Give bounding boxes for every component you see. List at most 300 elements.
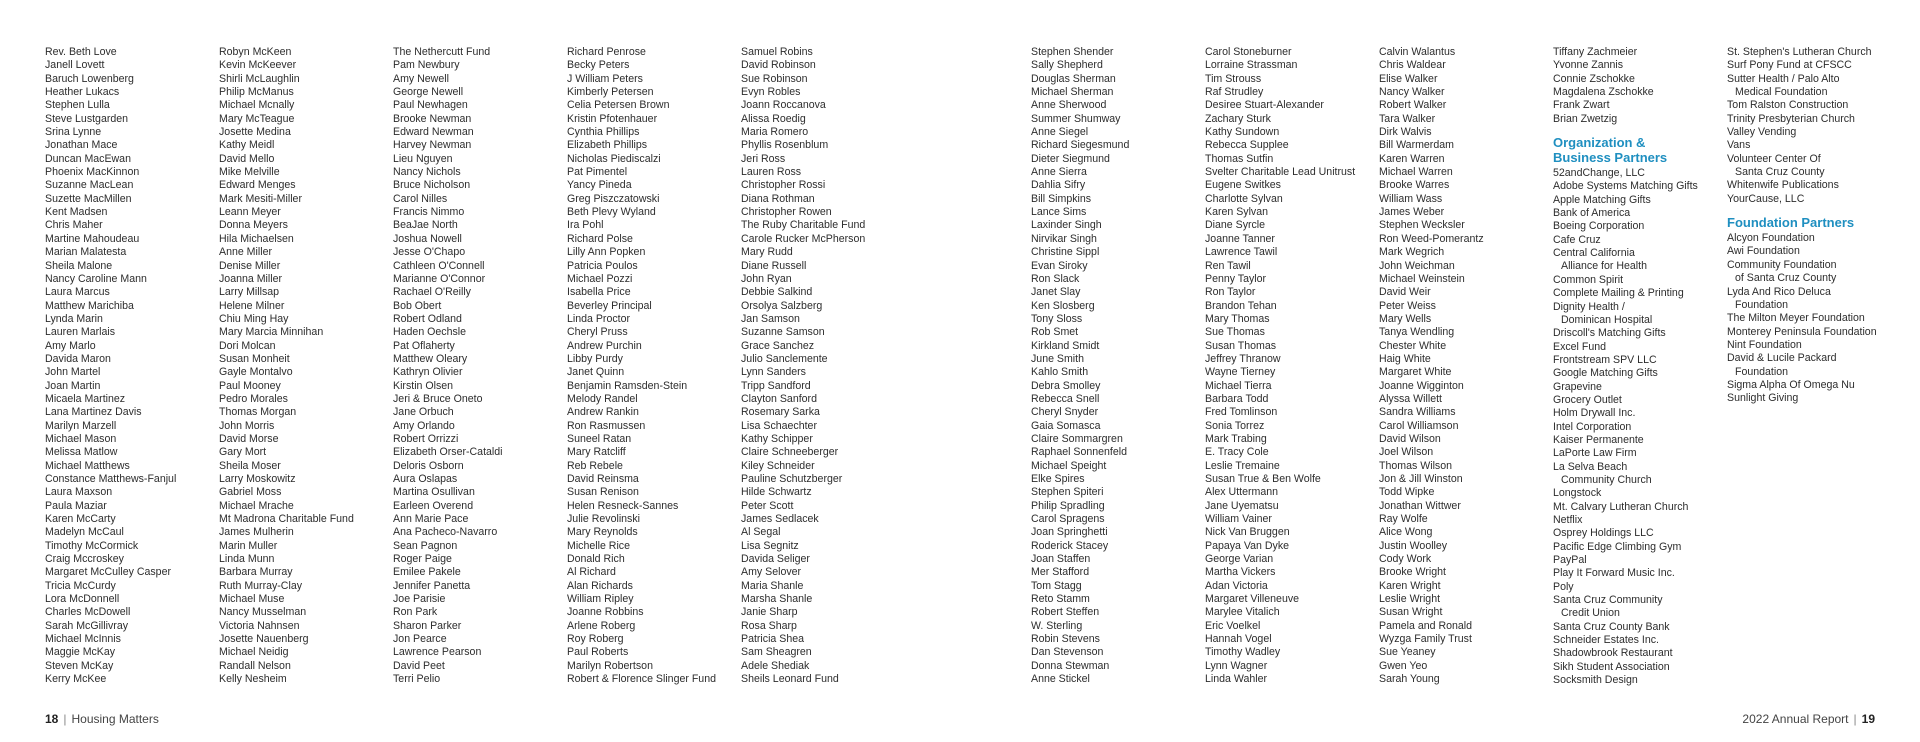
donor-name: Dominican Hospital — [1561, 313, 1653, 326]
donor-name: Sue Yeaney — [1379, 646, 1436, 659]
heading-line: Business Partners — [1553, 150, 1668, 166]
donor-name: Ann Marie Pace — [393, 513, 469, 526]
donor-name: Deloris Osborn — [393, 459, 464, 472]
donor-name: Nirvikar Singh — [1031, 232, 1097, 245]
donor-name: Tim Strouss — [1205, 72, 1262, 85]
donor-name: Brooke Warres — [1379, 179, 1450, 192]
donor-name: Andrew Purchin — [567, 339, 642, 352]
donor-name: Paula Maziar — [45, 499, 107, 512]
donor-name: Paul Newhagen — [393, 99, 468, 112]
donor-name: Celia Petersen Brown — [567, 99, 670, 112]
donor-name: Amy Marlo — [45, 339, 96, 352]
donor-name: Community Foundation — [1727, 258, 1837, 271]
donor-name: Eugene Switkes — [1205, 179, 1281, 192]
donor-name: Elke Spires — [1031, 473, 1085, 485]
donor-name: Carol Williamson — [1379, 419, 1459, 432]
donor-name: David Morse — [219, 432, 279, 445]
donor-name: Santa Cruz Community — [1553, 594, 1663, 607]
donor-name: Marianne O'Connor — [393, 272, 486, 285]
donor-name: Douglas Sherman — [1031, 72, 1116, 85]
donor-name: Diana Rothman — [741, 192, 815, 205]
donor-name: Beverley Principal — [567, 299, 652, 312]
donor-name: Chester White — [1379, 339, 1447, 352]
donor-name: Ken Slosberg — [1031, 299, 1095, 312]
donor-name: Gabriel Moss — [219, 486, 282, 499]
donor-name: Thomas Sutfin — [1205, 152, 1274, 165]
donor-name: Samuel Robins — [741, 46, 813, 58]
donor-name: Marylee Vitalich — [1205, 606, 1280, 619]
donor-name: Martine Mahoudeau — [45, 232, 140, 245]
donor-name: Sharon Parker — [393, 619, 462, 632]
donor-name: Calvin Walantus — [1379, 46, 1456, 58]
donor-name: Charles McDowell — [45, 606, 131, 619]
donor-name: Denise Miller — [219, 259, 281, 272]
donor-name: Whitenwife Publications — [1727, 179, 1839, 192]
donor-name: Martina Osullivan — [393, 486, 475, 499]
donor-name: Lieu Nguyen — [393, 152, 453, 165]
donor-name: Lynn Wagner — [1205, 659, 1268, 672]
donor-name: Nancy Walker — [1379, 86, 1445, 99]
donor-name: Marilyn Robertson — [567, 659, 653, 672]
donor-name: Hilde Schwartz — [741, 486, 812, 499]
donor-name: Lawrence Tawil — [1205, 246, 1278, 259]
donor-name: Terri Pelio — [393, 673, 441, 686]
donor-name: Laxinder Singh — [1031, 219, 1102, 232]
donor-name: Kerry McKee — [45, 673, 107, 686]
donor-name: Sutter Health / Palo Alto — [1727, 72, 1840, 85]
donor-name: Andrew Rankin — [567, 406, 639, 419]
donor-name: Orsolya Salzberg — [741, 299, 823, 312]
donor-name: Linda Proctor — [567, 312, 631, 325]
donor-name: Robert Steffen — [1031, 606, 1100, 619]
donor-name: Claire Schneeberger — [741, 446, 839, 459]
donor-name: Mary Wells — [1379, 312, 1432, 325]
donor-name: Sonia Torrez — [1205, 419, 1265, 432]
donor-name: Al Segal — [741, 526, 781, 539]
donor-name: Grace Sanchez — [741, 339, 815, 352]
donor-name: Rosemary Sarka — [741, 406, 820, 419]
donor-name: Nancy Musselman — [219, 606, 307, 619]
donor-name: Mary Rudd — [741, 246, 793, 259]
donor-name: James Mulherin — [219, 526, 294, 539]
donor-name: David Reinsma — [567, 473, 639, 485]
donor-name: Harvey Newman — [393, 139, 472, 152]
donor-name: Summer Shumway — [1031, 112, 1121, 125]
donor-name: Common Spirit — [1553, 273, 1624, 286]
donor-name: Lynda Marin — [45, 312, 103, 325]
donor-name: Suneel Ratan — [567, 432, 632, 445]
donor-name: Cafe Cruz — [1553, 233, 1601, 246]
donor-name: Wyzga Family Trust — [1379, 633, 1472, 646]
donor-name: Penny Taylor — [1205, 272, 1267, 285]
donor-name: Marilyn Marzell — [45, 419, 117, 432]
donor-name: Ron Weed-Pomerantz — [1379, 232, 1484, 245]
donor-name: Cynthia Phillips — [567, 126, 640, 139]
donor-name: Al Richard — [567, 566, 616, 579]
donor-name: Elizabeth Orser-Cataldi — [393, 446, 503, 459]
donor-name: Leann Meyer — [219, 206, 281, 219]
donor-name: Amy Selover — [741, 566, 802, 579]
donor-name: John Morris — [219, 419, 275, 432]
donor-name: Laura Maxson — [45, 486, 113, 499]
donor-name: J William Peters — [567, 72, 643, 85]
donor-name: Roderick Stacey — [1031, 539, 1109, 552]
donor-name: William Vainer — [1205, 513, 1272, 526]
donor-name: Patricia Shea — [741, 633, 805, 646]
donor-name: Mark Mesiti-Miller — [219, 192, 302, 205]
donor-name: Mary Ratcliff — [567, 446, 626, 459]
donor-name: Jane Uyematsu — [1205, 499, 1279, 512]
donor-name: Shirli McLaughlin — [219, 72, 300, 85]
donor-name: Schneider Estates Inc. — [1553, 634, 1659, 647]
donor-name: Melissa Matlow — [45, 446, 118, 459]
donor-name: Longstock — [1553, 487, 1602, 500]
donor-name: Joanne Robbins — [567, 606, 644, 619]
donor-name: Chiu Ming Hay — [219, 312, 289, 325]
donor-name: Libby Purdy — [567, 352, 623, 365]
donor-name: Janie Sharp — [741, 606, 798, 619]
donor-name: Edward Newman — [393, 126, 474, 139]
donor-name: Phoenix MacKinnon — [45, 166, 140, 179]
donor-name: Zachary Sturk — [1205, 112, 1271, 125]
donor-name: Lana Martinez Davis — [45, 406, 142, 419]
donor-name: Magdalena Zschokke — [1553, 86, 1654, 99]
donor-name: Complete Mailing & Printing — [1553, 287, 1684, 300]
donor-name: Patricia Poulos — [567, 259, 638, 272]
donor-name: Davida Seliger — [741, 553, 810, 566]
donor-name: Stephen Wecksler — [1379, 219, 1465, 232]
donor-name: Ira Pohl — [567, 219, 604, 232]
donor-name: Boeing Corporation — [1553, 220, 1645, 233]
donor-column — [1379, 46, 1551, 687]
donor-name: Margaret McCulley Casper — [45, 566, 171, 579]
donor-name: Jesse O'Chapo — [393, 246, 466, 259]
donor-name: Yancy Pineda — [567, 179, 632, 192]
donor-name: Michael Sherman — [1031, 86, 1114, 99]
donor-name: Maria Romero — [741, 126, 809, 139]
donor-name: Paul Mooney — [219, 379, 281, 392]
donor-name: Kathryn Olivier — [393, 366, 463, 379]
donor-name: Janell Lovett — [45, 59, 105, 72]
business-partner-list-continued — [1727, 46, 1899, 206]
donor-name: Tony Sloss — [1031, 312, 1083, 325]
donor-name: Hannah Vogel — [1205, 633, 1272, 646]
donor-name: Central California — [1553, 247, 1635, 260]
donor-name: Bruce Nicholson — [393, 179, 471, 192]
donor-name: Susan Renison — [567, 486, 639, 499]
donor-name: John Weichman — [1379, 259, 1455, 272]
organization-partner-list — [1553, 167, 1725, 687]
donor-name: Karen Warren — [1379, 152, 1445, 165]
donor-name: Matthew Oleary — [393, 352, 468, 365]
donor-name: Raphael Sonnenfeld — [1031, 446, 1128, 459]
donor-name: Cheryl Snyder — [1031, 406, 1099, 419]
donor-name: Madelyn McCaul — [45, 526, 124, 539]
donor-name: Cathleen O'Connell — [393, 259, 485, 272]
donor-name: Raf Strudley — [1205, 86, 1264, 99]
donor-name: Peter Weiss — [1379, 299, 1436, 312]
donor-name: Grapevine — [1553, 380, 1602, 393]
donor-name: Ray Wolfe — [1379, 513, 1428, 526]
donor-name: Mary McTeague — [219, 112, 295, 125]
donor-name: Benjamin Ramsden-Stein — [567, 379, 688, 392]
donor-name: Philip Spradling — [1031, 499, 1105, 512]
donor-name: Arlene Roberg — [567, 619, 636, 632]
donor-name: Michael Muse — [219, 593, 285, 606]
donor-name: Phyllis Rosenblum — [741, 139, 829, 152]
donor-name: Excel Fund — [1553, 340, 1606, 353]
donor-name: Gary Mort — [219, 446, 267, 459]
donor-name: Gayle Montalvo — [219, 366, 293, 379]
donor-name: Michael Tierra — [1205, 379, 1272, 392]
donor-name: Brooke Wright — [1379, 566, 1446, 579]
report-title: 2022 Annual Report — [1742, 712, 1849, 726]
donor-name: Timothy McCormick — [45, 539, 139, 552]
donor-name: Julie Revolinski — [567, 513, 641, 526]
donor-name: Dahlia Sifry — [1031, 179, 1086, 192]
donor-name: Thomas Wilson — [1379, 459, 1452, 472]
donor-name: Linda Wahler — [1205, 673, 1268, 686]
donor-name: Mt Madrona Charitable Fund — [219, 513, 354, 526]
donor-name: Ren Tawil — [1205, 259, 1251, 272]
donor-name: Susan Monheit — [219, 352, 290, 365]
donor-name: Julio Sanclemente — [741, 352, 828, 365]
donor-name: Pam Newbury — [393, 59, 460, 72]
donor-name: Margaret Villeneuve — [1205, 593, 1300, 606]
donor-name: Lance Sims — [1031, 206, 1087, 219]
donor-name: Jeri Ross — [741, 152, 786, 165]
donor-name: Tom Stagg — [1031, 579, 1082, 592]
donor-name: Amy Newell — [393, 72, 449, 85]
donor-name: Pat Pimentel — [567, 166, 628, 179]
individual-donor-list — [1553, 46, 1725, 126]
donor-name: Ron Taylor — [1205, 286, 1256, 299]
donor-name: William Wass — [1379, 192, 1443, 205]
donor-name: Lisa Segnitz — [741, 539, 799, 552]
donor-name: Lisa Schaechter — [741, 419, 817, 432]
donor-name: Leslie Wright — [1379, 593, 1441, 606]
donor-name: Carol Stoneburner — [1205, 46, 1292, 58]
donor-name: Holm Drywall Inc. — [1553, 407, 1636, 420]
donor-name: Frank Zwart — [1553, 99, 1610, 112]
donor-name: Kent Madsen — [45, 206, 108, 219]
donor-name: Robert Walker — [1379, 99, 1447, 112]
donor-name: Pamela and Ronald — [1379, 619, 1473, 632]
donor-name: Tripp Sandford — [741, 379, 811, 392]
donor-name: Isabella Price — [567, 286, 631, 299]
donor-name: Alissa Roedig — [741, 112, 806, 125]
donor-name: Desiree Stuart-Alexander — [1205, 99, 1324, 112]
donor-name: Victoria Nahnsen — [219, 619, 300, 632]
donor-name: David Wilson — [1379, 432, 1441, 445]
donor-name: Mer Stafford — [1031, 566, 1090, 579]
donor-name: Carol Nilles — [393, 192, 448, 205]
donor-name: Jeffrey Thranow — [1205, 352, 1281, 365]
donor-name: Baruch Lowenberg — [45, 72, 134, 85]
donor-name: Stephen Lulla — [45, 99, 110, 112]
donor-name: Roy Roberg — [567, 633, 624, 646]
donor-name: Susan Wright — [1379, 606, 1443, 619]
donor-name: Lyda And Rico Deluca — [1727, 285, 1831, 298]
donor-name: Christine Sippl — [1031, 246, 1100, 259]
footer-right — [1742, 712, 1875, 726]
donor-name: Wayne Tierney — [1205, 366, 1276, 379]
donor-name: Apple Matching Gifts — [1553, 193, 1651, 206]
donor-name: Becky Peters — [567, 59, 630, 72]
donor-name: Davida Maron — [45, 352, 111, 365]
donor-name: Jon Pearce — [393, 633, 447, 646]
donor-name: Sarah Young — [1379, 673, 1440, 686]
donor-name: Hila Michaelsen — [219, 232, 294, 245]
donor-name: Robert Odland — [393, 312, 462, 325]
donor-name: Frontstream SPV LLC — [1553, 353, 1657, 366]
donor-name: Kirstin Olsen — [393, 379, 454, 392]
donor-name: Tiffany Zachmeier — [1553, 46, 1638, 58]
donor-name: Josette Nauenberg — [219, 633, 309, 646]
donor-name: Constance Matthews-Fanjul — [45, 473, 177, 485]
donor-name: Alyssa Willett — [1379, 392, 1442, 405]
donor-name: David Robinson — [741, 59, 816, 72]
donor-name: The Milton Meyer Foundation — [1727, 312, 1865, 325]
publication-title: Housing Matters — [71, 712, 159, 726]
donor-name: Timothy Wadley — [1205, 646, 1281, 659]
donor-name: Ron Park — [393, 606, 438, 619]
donor-name: Robert Orrizzi — [393, 432, 459, 445]
donor-name: Svelter Charitable Lead Unitrust — [1205, 166, 1356, 179]
donor-column — [45, 46, 217, 687]
donor-name: W. Sterling — [1031, 619, 1083, 632]
donor-name: Dieter Siegmund — [1031, 152, 1110, 165]
donor-name: Nancy Nichols — [393, 166, 461, 179]
donor-name: Ana Pacheco-Navarro — [393, 526, 498, 539]
donor-name: Michael McInnis — [45, 633, 121, 646]
donor-name: LaPorte Law Firm — [1553, 447, 1637, 460]
donor-name: Sigma Alpha Of Omega Nu — [1727, 378, 1855, 391]
donor-name: Rebecca Supplee — [1205, 139, 1289, 152]
donor-name: Greg Piszczatowski — [567, 192, 660, 205]
donor-name: Francis Nimmo — [393, 206, 465, 219]
donor-name: Bank of America — [1553, 207, 1631, 220]
donor-name: Google Matching Gifts — [1553, 367, 1658, 380]
donor-name: Melody Randel — [567, 392, 638, 405]
donor-name: Christopher Rowen — [741, 206, 832, 219]
donor-name: Steven McKay — [45, 659, 114, 672]
donor-name: Barbara Murray — [219, 566, 293, 579]
donor-name: Tara Walker — [1379, 112, 1436, 125]
donor-name: Charlotte Sylvan — [1205, 192, 1283, 205]
donor-name: Alex Uttermann — [1205, 486, 1279, 499]
donor-name: Jan Samson — [741, 312, 800, 325]
donor-name: Driscoll's Matching Gifts — [1553, 327, 1666, 340]
donor-column — [219, 46, 391, 687]
donor-name: of Santa Cruz County — [1735, 272, 1837, 285]
donor-name: Joshua Nowell — [393, 232, 462, 245]
donor-name: Reto Stamm — [1031, 593, 1090, 606]
donor-name: Rob Smet — [1031, 326, 1079, 339]
foundation-partner-list — [1727, 232, 1899, 405]
donor-name: Kevin McKeever — [219, 59, 297, 72]
donor-name: Chris Waldear — [1379, 59, 1446, 72]
donor-name: Anne Sierra — [1031, 166, 1087, 179]
donor-name: Kristin Pfotenhauer — [567, 112, 658, 125]
donor-name: Kathy Schipper — [741, 432, 813, 445]
donor-name: Sheila Malone — [45, 259, 113, 272]
donor-name: Jennifer Panetta — [393, 579, 471, 592]
donor-name: Pat Oflaherty — [393, 339, 455, 352]
donor-name: Bill Warmerdam — [1379, 139, 1454, 152]
donor-name: Joel Wilson — [1379, 446, 1434, 459]
donor-name: Michael Speight — [1031, 459, 1107, 472]
donor-name: Michael Matthews — [45, 459, 130, 472]
donor-name: Carol Spragens — [1031, 513, 1105, 526]
donor-name: Debra Smolley — [1031, 379, 1101, 392]
section-heading-organization — [1553, 135, 1725, 165]
donor-name: Donald Rich — [567, 553, 625, 566]
donor-name: Grocery Outlet — [1553, 393, 1622, 406]
donor-name: Alan Richards — [567, 579, 633, 592]
donor-name: Clayton Sanford — [741, 392, 817, 405]
donor-name: Diane Russell — [741, 259, 807, 272]
donor-name: Todd Wipke — [1379, 486, 1435, 499]
donor-name: Kahlo Smith — [1031, 366, 1089, 379]
donor-name: Surf Pony Fund at CFSCC — [1727, 59, 1852, 72]
donor-name: Stephen Shender — [1031, 46, 1114, 58]
donor-name: Evyn Robles — [741, 86, 801, 99]
donor-name: Jonathan Mace — [45, 139, 118, 152]
donor-name: Stephen Spiteri — [1031, 486, 1104, 499]
donor-name: Laura Marcus — [45, 286, 110, 299]
donor-name: Michael Mrache — [219, 499, 294, 512]
donor-name: Michael Mason — [45, 432, 117, 445]
donor-name: Lauren Ross — [741, 166, 802, 179]
donor-name: Cody Work — [1379, 553, 1432, 566]
donor-name: Michael Mcnally — [219, 99, 295, 112]
donor-name: Vans — [1727, 139, 1751, 152]
donor-name: Michael Neidig — [219, 646, 289, 659]
donor-name: Susan True & Ben Wolfe — [1205, 473, 1321, 485]
donor-name: Foundation — [1735, 365, 1789, 378]
donor-name: Marin Muller — [219, 539, 278, 552]
donor-name: Earleen Overend — [393, 499, 474, 512]
donor-name: Karen McCarty — [45, 513, 116, 526]
donor-name: Poly — [1553, 580, 1574, 593]
donor-name: John Ryan — [741, 272, 792, 285]
donor-name: Anne Stickel — [1031, 673, 1090, 686]
donor-name: Pacific Edge Climbing Gym — [1553, 540, 1682, 553]
donor-name: Kimberly Petersen — [567, 86, 654, 99]
donor-name: Dignity Health / — [1553, 300, 1625, 313]
donor-name: William Ripley — [567, 593, 634, 606]
donor-name: Marsha Shanle — [741, 593, 813, 606]
donor-name: Alliance for Health — [1561, 260, 1647, 273]
donor-name: Adele Shediak — [741, 659, 810, 672]
donor-name: Thomas Morgan — [219, 406, 297, 419]
donor-name: Kaiser Permanente — [1553, 433, 1644, 446]
donor-name: Larry Moskowitz — [219, 473, 296, 485]
donor-name: Helen Resneck-Sannes — [567, 499, 679, 512]
donor-name: Dan Stevenson — [1031, 646, 1104, 659]
donor-name: Mark Trabing — [1205, 432, 1267, 445]
section-heading-foundation: Foundation Partners — [1727, 215, 1855, 231]
donor-name: Rachael O'Reilly — [393, 286, 471, 299]
donor-name: Linda Munn — [219, 553, 275, 566]
donor-name: Philip McManus — [219, 86, 294, 99]
donor-name: Joanne Tanner — [1205, 232, 1275, 245]
donor-name: Micaela Martinez — [45, 392, 126, 405]
donor-name: Janet Quinn — [567, 366, 625, 379]
donor-name: Joan Springhetti — [1031, 526, 1108, 539]
donor-name: Rev. Beth Love — [45, 46, 117, 58]
